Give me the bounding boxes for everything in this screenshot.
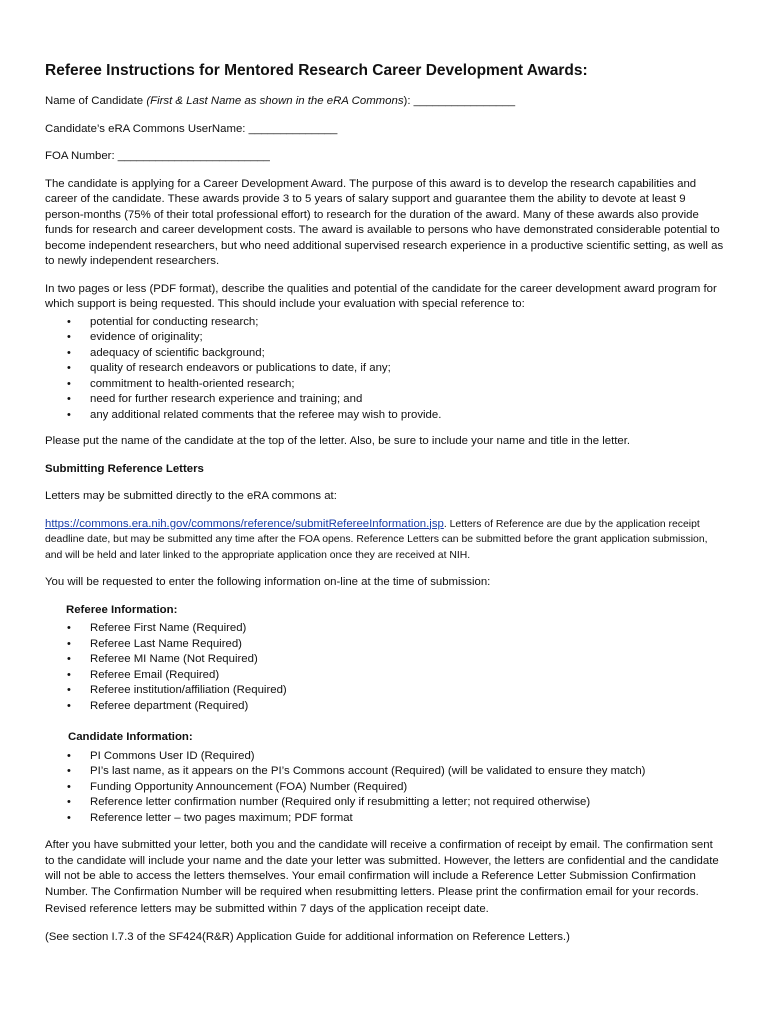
candidate-name-field [45, 94, 725, 110]
bullet-icon: • [67, 331, 71, 343]
submit-intro: Letters may be submitted directly to the eRA commons at: [45, 490, 337, 502]
list-item: • Reference letter confirmation number (Required only if resubmitting a letter; not required otherwise) [45, 795, 725, 811]
candidate-info-heading: Candidate Information: [68, 731, 193, 743]
page-title: Referee Instructions for Mentored Research Career Development Awards: [45, 62, 588, 79]
bullet-icon: • [67, 315, 71, 328]
submit-referee-link[interactable]: https://commons.era.nih.gov/commons/reference/submitRefereeInformation.jsp [45, 517, 444, 530]
submit-link-paragraph [45, 517, 725, 564]
bullet-icon: • [67, 653, 71, 665]
candidate-name-hint: (First & Last Name as shown in the eRA Commons [146, 95, 404, 107]
referee-info-list [45, 621, 725, 714]
confirmation-paragraph: After you have submitted your letter, both you and the candidate will receive a confirmation of receipt by email. The confirmation sent to the candidate will include your name and the date your letter was submitted. However, the letters are confidential and the candidate will not be able to access the letters themselves. Your email confirmation will include a Reference Letter Submission Confirmation Number. The Confirmation Number will be required when resubmitting letters. Please print the confirmation email for your records. [45, 839, 719, 898]
list-item: • PI Commons User ID (Required) [45, 749, 725, 765]
revised-paragraph: Revised reference letters may be submitted within 7 days of the application receipt date. [45, 903, 489, 915]
list-item: • evidence of originality; [45, 330, 725, 346]
bullet-icon: • [67, 408, 71, 421]
list-item: • adequacy of scientific background; [45, 346, 725, 362]
bullet-icon: • [67, 622, 71, 634]
bullet-icon: • [67, 796, 71, 808]
bullet-icon: • [67, 668, 71, 681]
username-field: Candidate’s eRA Commons UserName: ______________ [45, 122, 338, 135]
list-item: • Referee Last Name Required) [45, 637, 725, 653]
list-item: • need for further research experience and training; and [45, 392, 725, 408]
candidate-name-label: Name of Candidate [45, 95, 147, 107]
name-paragraph: Please put the name of the candidate at the top of the letter. Also, be sure to include your name and title in the letter. [45, 435, 631, 447]
list-item: • PI’s last name, as it appears on the PI’s Commons account (Required) (will be validated to ensure they match) [45, 764, 725, 780]
bullet-icon: • [67, 780, 71, 793]
list-item: • commitment to health-oriented research; [45, 377, 725, 393]
see-section-paragraph: (See section I.7.3 of the SF424(R&R) Application Guide for additional information on Reference Letters.) [45, 930, 570, 943]
evaluation-list [45, 315, 725, 424]
referee-info-heading: Referee Information: [66, 603, 178, 616]
bullet-icon: • [67, 377, 71, 390]
bullet-icon: • [67, 749, 71, 762]
bullet-icon: • [67, 765, 71, 777]
candidate-name-blank: ): ________________ [403, 95, 516, 107]
foa-number-field: FOA Number: ________________________ [45, 150, 270, 162]
list-item: • Referee department (Required) [45, 699, 725, 715]
bullet-icon: • [67, 699, 71, 712]
bullet-icon: • [67, 811, 71, 824]
bullet-icon: • [67, 684, 71, 696]
intro-paragraph: The candidate is applying for a Career Development Award. The purpose of this award is to develop the research capabilities and career of the candidate. These awards provide 3 to 5 years of salary support and guarantee them the ability to devote at least 9 person-months (75% of their total professional effort) to research for the duration of the award. Many of these awards also provide funds for research and career development costs. The award is available to persons who have demonstrated considerable potential to become independent researchers, but who need additional supervised research experience in a productive scientific setting, as well as to newly independent researchers. [45, 177, 724, 267]
list-item: • Referee Email (Required) [45, 668, 725, 684]
bullet-icon: • [67, 346, 71, 359]
list-item: • Reference letter – two pages maximum; PDF format [45, 811, 725, 827]
list-item: • Referee First Name (Required) [45, 621, 725, 637]
submitting-heading: Submitting Reference Letters [45, 462, 204, 475]
requested-paragraph: You will be requested to enter the following information on-line at the time of submission: [45, 576, 491, 588]
list-item: • Funding Opportunity Announcement (FOA) Number (Required) [45, 780, 725, 796]
instructions-paragraph: In two pages or less (PDF format), describe the qualities and potential of the candidate for the career development award program for which support is being requested. This should include your evaluation with special reference to: [45, 282, 717, 310]
submit-after-link: . Letters of Reference are due by the application receipt deadline date, but may be submitted any time after the FOA opens. Reference Letters can be submitted before the grant application submission, and will be held and later linked to the appropriate application once they are received at NIH. [45, 518, 708, 561]
candidate-info-list [45, 749, 725, 827]
list-item: • Referee MI Name (Not Required) [45, 652, 725, 668]
list-item: • Referee institution/affiliation (Required) [45, 683, 725, 699]
list-item: • potential for conducting research; [45, 315, 725, 331]
bullet-icon: • [67, 637, 71, 650]
list-item: • quality of research endeavors or publications to date, if any; [45, 361, 725, 377]
bullet-icon: • [67, 393, 71, 405]
bullet-icon: • [67, 362, 71, 374]
list-item: • any additional related comments that the referee may wish to provide. [45, 408, 725, 424]
document-page [45, 62, 725, 945]
